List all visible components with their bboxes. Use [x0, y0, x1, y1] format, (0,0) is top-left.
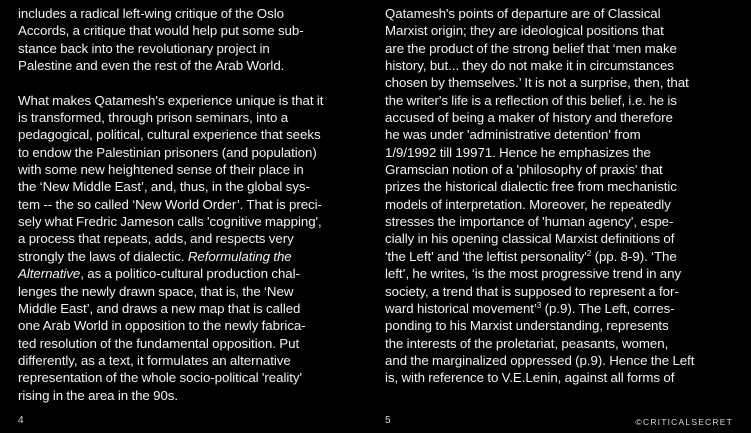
- footnote-marker[interactable]: 2: [586, 248, 592, 258]
- text-line: society, a trend that is supposed to represent a for-: [385, 283, 679, 299]
- left-page: [0, 0, 375, 433]
- text-line: chosen by themselves.’ It is not a surprise, then, that: [385, 75, 689, 91]
- text-line: prizes the historical dialectic free from mechanistic: [385, 179, 677, 195]
- text-line: What makes Qatamesh's experience unique is that it: [18, 92, 324, 108]
- text-line: Gramscian notion of a 'philosophy of praxis' that: [385, 162, 663, 178]
- text-line: the ‘New Middle East’, and, thus, in the global sys-: [18, 179, 310, 195]
- paragraph-gap: [18, 74, 370, 91]
- text-line: are the product of the strong belief that ‘men make: [385, 40, 677, 56]
- book-title-continued: Alternative: [18, 266, 81, 282]
- text-line: and the marginalized oppressed (p.9). Hence the Left: [385, 352, 695, 368]
- text-line: the writer's life is a reflection of this belief, i.e. he is: [385, 92, 677, 108]
- text-line: a process that repeats, adds, and respects very: [18, 231, 294, 247]
- text-line: differently, as a text, it formulates an alternative: [18, 352, 291, 368]
- text-line: [18, 248, 370, 265]
- page-number: 4: [18, 415, 25, 426]
- text-line: [385, 248, 747, 265]
- text-line: to endow the Palestinian prisoners (and population): [18, 144, 317, 160]
- text-line: one Arab World in opposition to the newly fabrica-: [18, 318, 306, 334]
- text-line: Qatamesh's points of departure are of Classical: [385, 6, 661, 21]
- left-paragraph-1: [18, 5, 370, 74]
- text-line: models of interpretation. Moreover, he repeatedly: [385, 196, 671, 212]
- right-text-column: [385, 5, 747, 387]
- text-line: stance back into the revolutionary project in: [18, 40, 270, 56]
- text-line: 1/9/1992 till 19971. Hence he emphasizes the: [385, 144, 651, 160]
- text-line: [18, 265, 370, 282]
- text-line: with some new heightened sense of their place in: [18, 162, 304, 178]
- footnote-marker[interactable]: 3: [536, 300, 542, 310]
- text-line: tem -- the so called ‘New World Order’. That is preci-: [18, 196, 322, 212]
- text-line: Marxist origin; they are ideological positions that: [385, 23, 664, 39]
- text-fragment: ward historical movement’: [385, 300, 537, 316]
- text-fragment: 'the Left' and 'the leftist personality': [385, 248, 587, 264]
- text-line: the interests of the proletariat, peasants, women,: [385, 335, 669, 351]
- book-title: Reformulating the: [187, 248, 292, 264]
- text-fragment: (p.9). The Left, corres-: [541, 300, 675, 316]
- text-line: is, with reference to V.E.Lenin, against all forms of: [385, 370, 675, 386]
- text-line: representation of the whole socio-political 'reality': [18, 370, 303, 386]
- text-line: pedagogical, political, cultural experience that seeks: [18, 127, 321, 143]
- left-paragraph-2: [18, 92, 370, 404]
- text-line: left’, he writes, ‘is the most progressive trend in any: [385, 266, 682, 282]
- text-line: includes a radical left-wing critique of the Oslo: [18, 6, 284, 21]
- text-fragment: , as a politico-cultural production chal-: [80, 266, 300, 282]
- publisher-mark: ©CRITICALSECRET: [635, 417, 733, 427]
- text-line: history, but... they do not make it in circumstances: [385, 58, 674, 74]
- text-line: Accords, a critique that would help put some sub-: [18, 23, 304, 39]
- text-line: rising in the area in the 90s.: [18, 387, 179, 403]
- text-line: accused of being a maker of history and therefore: [385, 110, 673, 126]
- text-line: he was under 'administrative detention' from: [385, 127, 641, 143]
- text-line: ponding to his Marxist understanding, represents: [385, 318, 669, 334]
- text-line: Palestine and even the rest of the Arab World.: [18, 58, 285, 74]
- text-line: stresses the importance of 'human agency', espe-: [385, 214, 674, 230]
- text-line: cially in his opening classical Marxist definitions of: [385, 231, 675, 247]
- text-fragment: strongly the laws of dialectic.: [18, 248, 188, 264]
- left-text-column: [18, 5, 370, 404]
- text-line: Middle East’, and draws a new map that is called: [18, 300, 301, 316]
- text-line: is transformed, through prison seminars, into a: [18, 110, 289, 126]
- text-line: ted resolution of the fundamental opposition. Put: [18, 335, 300, 351]
- text-fragment: (pp. 8-9). ‘The: [591, 248, 677, 264]
- text-line: lenges the newly drawn space, that is, the ‘New: [18, 283, 294, 299]
- right-page: [375, 0, 751, 433]
- text-line: sely what Fredric Jameson calls 'cognitive mapping',: [18, 214, 322, 230]
- page-number: 5: [385, 415, 392, 426]
- text-line: [385, 300, 747, 317]
